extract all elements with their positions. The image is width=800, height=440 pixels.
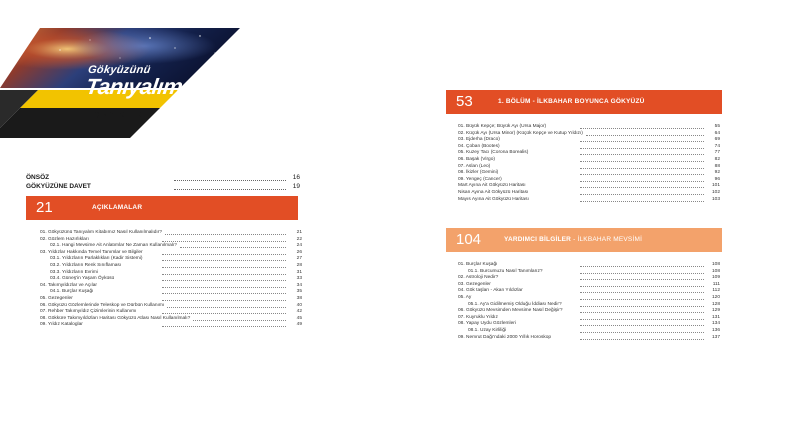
toc-row-page: 74 [714, 143, 720, 149]
section-number: 21 [36, 199, 53, 216]
section-number: 53 [456, 93, 473, 110]
toc-row-label: 09. Nemrut Dağı'ndaki 2000 Yıllık Horoskop [458, 334, 552, 340]
toc-row-page: 128 [711, 301, 720, 307]
leader-dots [580, 128, 704, 129]
toc-row-label: 01. Burçlar Kuşağı [458, 262, 498, 267]
toc-row[interactable] [458, 157, 720, 164]
leader-dots [580, 168, 704, 169]
toc-list-aciklamalar [40, 230, 302, 329]
toc-row-label: 09. Yıldız Kataloglar [40, 322, 83, 328]
leader-dots [162, 313, 286, 314]
leader-dots [580, 325, 704, 326]
toc-row-label: 08. Gökküre Takımyıldızları Haritası Gökyüzü Atlası Nasıl Kullanılmalı? [40, 315, 191, 321]
leader-dots [162, 300, 286, 301]
toc-row-page: 55 [714, 124, 720, 129]
section-title [504, 236, 642, 243]
section-title-main: YARDIMCI BİLGİLER [504, 236, 572, 243]
leader-dots [580, 306, 704, 307]
toc-entry-page: 19 [292, 183, 300, 190]
leader-dots [580, 319, 704, 320]
leader-dots [162, 326, 286, 327]
toc-row-label: 04. Çoban (Bootes) [458, 143, 500, 149]
leader-dots [580, 286, 704, 287]
leader-dots [580, 141, 704, 142]
toc-row-page: 42 [296, 309, 302, 315]
toc-row-page: 131 [711, 314, 720, 320]
toc-row-label: 01.1. Burcumuzu Nasıl Tanımlarız? [468, 268, 543, 274]
toc-row-page: 34 [296, 282, 302, 288]
toc-row-label: 06. Başak (Virgo) [458, 156, 495, 162]
toc-entry-page: 16 [292, 174, 300, 181]
toc-row[interactable] [40, 276, 302, 283]
toc-row-label: 03.4. Güneş'in Yaşam Öyküsü [50, 276, 115, 282]
toc-row-label: 05. Ay [458, 294, 472, 300]
toc-row-label: 04. Gök taşları - Akan Yıldızlar [458, 288, 523, 294]
toc-row-page: 31 [296, 269, 302, 275]
toc-row-label: 07. Kuyruklu Yıldız [458, 314, 498, 320]
toc-row-page: 108 [711, 268, 720, 274]
toc-row-label: Nisan Ayına Ait Gökyüzü Haritası [458, 189, 529, 195]
contents-heading: İÇİNDEKİLER [92, 110, 143, 119]
toc-row[interactable] [40, 263, 302, 270]
toc-row-page: 45 [296, 315, 302, 321]
toc-list-yardimci-bilgiler [458, 262, 720, 341]
toc-row-label: 06. Gökyüzü Gözlemlerinde Teleskop ve Dürbün Kullanımı [40, 302, 165, 308]
leader-dots [162, 274, 286, 275]
toc-row-label: 08. Yapay Uydu Gözlemleri [458, 321, 516, 327]
toc-row-page: 33 [296, 276, 302, 282]
toc-row[interactable] [40, 230, 302, 237]
toc-row-label: 03. Yıldızlar Hakkında Temel Tanımlar ve Bilgiler [40, 249, 143, 255]
toc-row-label: 03.1. Yıldızların Parlaklıkları (Kadir Sistemi) [50, 256, 143, 262]
leader-dots [580, 339, 704, 340]
toc-row[interactable] [458, 335, 720, 342]
toc-row-page: 35 [296, 289, 302, 295]
toc-row-page: 24 [296, 243, 302, 249]
toc-row[interactable] [40, 256, 302, 263]
leader-dots [162, 241, 286, 242]
toc-row-page: 27 [296, 256, 302, 262]
toc-row-label: 01. Gökyüzünü Tanıyalım Kitabımız Nasıl Kullanılmalıdır? [40, 230, 163, 235]
leader-dots [162, 287, 286, 288]
leader-dots [580, 279, 704, 280]
toc-row-label: 02. Küçük Ayı (Ursa Minor) (Küçük Kepçe ve Kutup Yıldızı) [458, 130, 583, 136]
leader-dots [193, 320, 286, 321]
toc-row-page: 108 [711, 262, 720, 267]
toc-entry-label: ÖNSÖZ [26, 174, 50, 181]
toc-row-page: 111 [712, 281, 720, 287]
toc-row-page: 109 [711, 275, 720, 281]
toc-row[interactable] [458, 308, 720, 315]
leader-dots [586, 135, 704, 136]
toc-row-label: Mart Ayına Ait Gökyüzü Haritası [458, 183, 526, 189]
toc-row-label: 04. Takımyıldızlar ve Açılar [40, 282, 97, 288]
leader-dots [580, 161, 704, 162]
leader-dots [580, 154, 704, 155]
toc-entry-gokyuzune-davet[interactable] [26, 183, 300, 192]
leader-dots [580, 266, 704, 267]
toc-row[interactable] [40, 309, 302, 316]
toc-row-label: 05. Kuzey Tacı (Corona Borealis) [458, 150, 529, 156]
toc-row-page: 88 [714, 163, 720, 169]
section-header-ilkbahar [446, 90, 722, 114]
leader-dots [165, 234, 286, 235]
toc-row-label: 03. Ejderha (Draco) [458, 137, 500, 143]
toc-row-label: 05. Gezegenler [40, 295, 73, 301]
toc-row-page: 136 [711, 327, 720, 333]
toc-row-page: 92 [714, 170, 720, 176]
toc-row[interactable] [458, 262, 720, 269]
banner-title-line2: Tanıyalım [84, 74, 184, 99]
toc-row-page: 26 [296, 249, 302, 255]
toc-row-page: 49 [296, 322, 302, 328]
toc-row[interactable] [458, 170, 720, 177]
toc-row-label: 03.2. Yıldızların Renk Sınıflaması [50, 262, 122, 268]
toc-row-page: 38 [296, 295, 302, 301]
toc-row-label: 08. İkizler (Gemini) [458, 170, 499, 176]
toc-row[interactable] [40, 296, 302, 303]
leader-dots [167, 307, 286, 308]
toc-row[interactable] [40, 243, 302, 250]
toc-entry-label: GÖKYÜZÜNE DAVET [26, 183, 91, 190]
leader-dots [580, 292, 704, 293]
toc-entry-onsoz[interactable] [26, 174, 300, 183]
toc-row-label: 02. Gözlem Hazırlıkları [40, 236, 89, 242]
toc-row[interactable] [458, 137, 720, 144]
leader-dots [162, 280, 286, 281]
toc-row-page: 82 [714, 156, 720, 162]
section-title: AÇIKLAMALAR [92, 204, 143, 211]
toc-row-page: 69 [714, 137, 720, 143]
toc-row-label: 07. Rehber Takımyıldız Çizimlerinin Kullanımı [40, 309, 137, 315]
leader-dots [580, 201, 704, 202]
toc-row-label: 07. Aslan (Leo) [458, 163, 491, 169]
toc-row[interactable] [40, 322, 302, 329]
toc-row[interactable] [458, 190, 720, 197]
leader-dots [580, 194, 704, 195]
toc-row-page: 96 [714, 176, 720, 182]
toc-row-page: 28 [296, 262, 302, 268]
leader-dots [174, 189, 286, 190]
toc-row-page: 112 [712, 288, 720, 294]
toc-row[interactable] [458, 295, 720, 302]
toc-row-label: 08.1. Uzay Kirliliği [468, 327, 507, 333]
section-header-yardimci-bilgiler [446, 228, 722, 252]
toc-row-page: 22 [296, 236, 302, 242]
leader-dots [580, 332, 704, 333]
toc-row-page: 137 [711, 334, 720, 340]
toc-row-page: 77 [714, 150, 720, 156]
leader-dots [580, 148, 704, 149]
toc-row[interactable] [458, 124, 720, 131]
toc-row-label: 06. Gökyüzü Mevsimden Mevsime Nasıl Değişir? [458, 308, 563, 314]
toc-row-label: 02. Astroloji Nedir? [458, 275, 499, 281]
leader-dots [580, 181, 704, 182]
toc-row-label: 05.1. Ay'a Gidilmemiş Olduğu İddiası Nedir? [468, 301, 562, 307]
toc-row-label: 01. Büyük Kepçe; Büyük Ayı (Ursa Major) [458, 124, 547, 129]
toc-row[interactable] [458, 328, 720, 335]
toc-row-page: 120 [711, 294, 720, 300]
leader-dots [174, 180, 286, 181]
toc-row-page: 102 [711, 189, 720, 195]
toc-row-label: 04.1. Burçlar Kuşağı [50, 289, 94, 295]
right-page [400, 0, 800, 440]
toc-row-page: 103 [711, 196, 720, 202]
toc-row[interactable] [40, 289, 302, 296]
leader-dots [162, 293, 286, 294]
leader-dots [580, 174, 704, 175]
toc-row-page: 40 [296, 302, 302, 308]
title-banner [0, 28, 240, 138]
section-title-accent: - İLKBAHAR MEVSİMİ [571, 236, 643, 243]
section-title: 1. BÖLÜM - İLKBAHAR BOYUNCA GÖKYÜZÜ [498, 98, 645, 105]
leader-dots [580, 187, 704, 188]
leader-dots [162, 267, 286, 268]
toc-row-page: 129 [711, 308, 720, 314]
toc-row-label: 03.3. Yıldızların Evrimi [50, 269, 98, 275]
leader-dots [162, 254, 286, 255]
leader-dots [162, 260, 286, 261]
leader-dots [580, 312, 704, 313]
toc-row[interactable] [458, 321, 720, 328]
toc-row[interactable] [458, 275, 720, 282]
leader-dots [580, 299, 704, 300]
toc-row-page: 101 [711, 183, 720, 189]
toc-row-page: 64 [714, 130, 720, 136]
toc-row-page: 134 [711, 321, 720, 327]
toc-row[interactable] [458, 197, 720, 204]
toc-row-label: 02.1. Hangi Mevsime Ait Anlatımlar Ne Zaman Kullanılmalı? [50, 243, 177, 249]
leader-dots [580, 273, 704, 274]
toc-row-label: Mayıs Ayına Ait Gökyüzü Haritası [458, 196, 529, 202]
toc-row[interactable] [458, 150, 720, 157]
toc-row[interactable] [458, 183, 720, 190]
leader-dots [180, 247, 286, 248]
toc-list-ilkbahar [458, 124, 720, 203]
section-header-aciklamalar [26, 196, 298, 220]
toc-row-page: 21 [296, 230, 302, 235]
banner-title-line1: Gökyüzünü [87, 64, 152, 76]
toc-row-label: 09. Yengeç (Cancer) [458, 176, 502, 182]
section-number: 104 [456, 231, 482, 248]
toc-row-label: 03. Gezegenler [458, 281, 491, 287]
toc-row[interactable] [458, 288, 720, 295]
